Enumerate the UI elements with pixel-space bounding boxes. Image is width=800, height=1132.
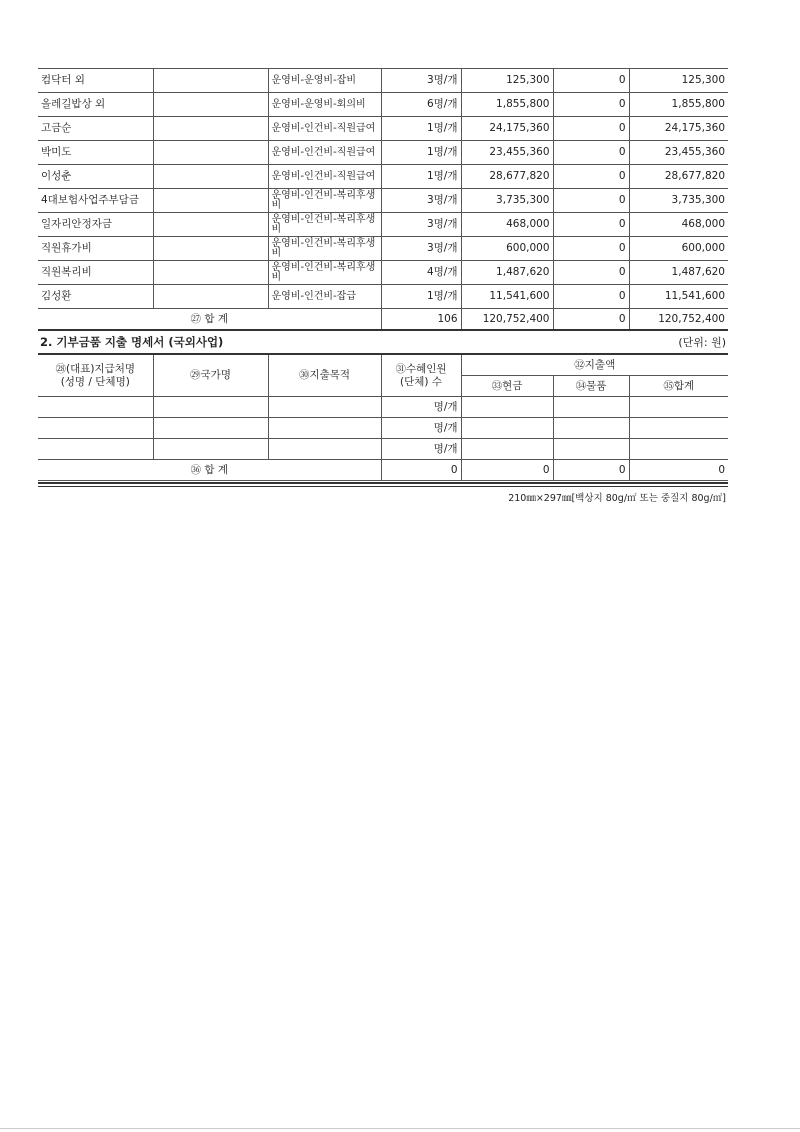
purpose-cell: 운영비-운영비-잡비 bbox=[268, 69, 381, 93]
empty-cell bbox=[629, 397, 728, 418]
goods-cell: 0 bbox=[553, 285, 629, 309]
empty-cell bbox=[153, 397, 268, 418]
overseas-total-label: ㊱ 합 계 bbox=[38, 460, 381, 481]
goods-cell: 0 bbox=[553, 165, 629, 189]
goods-cell: 0 bbox=[553, 93, 629, 117]
table-row bbox=[38, 93, 728, 117]
count-cell: 1명/개 bbox=[381, 117, 461, 141]
nation-cell bbox=[153, 93, 268, 117]
total-label: ㉗ 합 계 bbox=[38, 309, 381, 331]
total-cell: 468,000 bbox=[629, 213, 728, 237]
purpose-cell: 운영비-인건비-잡급 bbox=[268, 285, 381, 309]
empty-cell bbox=[461, 418, 553, 439]
purpose-cell: 운영비-인건비-복리후생비 bbox=[268, 189, 381, 213]
cash-cell: 23,455,360 bbox=[461, 141, 553, 165]
count-cell: 6명/개 bbox=[381, 93, 461, 117]
count-cell: 3명/개 bbox=[381, 189, 461, 213]
table-row bbox=[38, 285, 728, 309]
payee-cell: 직원복리비 bbox=[38, 261, 153, 285]
goods-cell: 0 bbox=[553, 189, 629, 213]
goods-cell: 0 bbox=[553, 213, 629, 237]
payee-cell: 고금순 bbox=[38, 117, 153, 141]
cash-cell: 1,487,620 bbox=[461, 261, 553, 285]
count-cell: 명/개 bbox=[381, 397, 461, 418]
nation-cell bbox=[153, 213, 268, 237]
total-cell: 600,000 bbox=[629, 237, 728, 261]
total-goods: 0 bbox=[553, 309, 629, 331]
table-row bbox=[38, 213, 728, 237]
overseas-total-cash: 0 bbox=[461, 460, 553, 481]
cash-cell: 24,175,360 bbox=[461, 117, 553, 141]
empty-cell bbox=[553, 397, 629, 418]
empty-cell bbox=[461, 397, 553, 418]
header-amount: ㉜지출액 bbox=[461, 354, 728, 376]
header-payee-label: ㉘(대표)지급처명 bbox=[55, 362, 136, 375]
empty-cell bbox=[553, 418, 629, 439]
empty-cell bbox=[268, 439, 381, 460]
table-row bbox=[38, 69, 728, 93]
total-count: 106 bbox=[381, 309, 461, 331]
total-sum: 120,752,400 bbox=[629, 309, 728, 331]
purpose-cell: 운영비-인건비-직원급여 bbox=[268, 117, 381, 141]
count-cell: 1명/개 bbox=[381, 285, 461, 309]
nation-cell bbox=[153, 237, 268, 261]
goods-cell: 0 bbox=[553, 117, 629, 141]
cash-cell: 11,541,600 bbox=[461, 285, 553, 309]
nation-cell bbox=[153, 69, 268, 93]
payee-cell: 김성환 bbox=[38, 285, 153, 309]
header-goods: ㉞물품 bbox=[553, 376, 629, 397]
nation-cell bbox=[153, 117, 268, 141]
payee-cell: 올레길밥상 외 bbox=[38, 93, 153, 117]
expense-rows bbox=[38, 69, 728, 309]
cash-cell: 1,855,800 bbox=[461, 93, 553, 117]
total-cell: 11,541,600 bbox=[629, 285, 728, 309]
total-cell: 1,487,620 bbox=[629, 261, 728, 285]
goods-cell: 0 bbox=[553, 141, 629, 165]
count-cell: 3명/개 bbox=[381, 69, 461, 93]
overseas-total-row bbox=[38, 460, 728, 481]
table-row bbox=[38, 418, 728, 439]
nation-cell bbox=[153, 189, 268, 213]
goods-cell: 0 bbox=[553, 69, 629, 93]
cash-cell: 125,300 bbox=[461, 69, 553, 93]
total-cell: 28,677,820 bbox=[629, 165, 728, 189]
empty-cell bbox=[629, 439, 728, 460]
table-row bbox=[38, 439, 728, 460]
purpose-cell: 운영비-인건비-복리후생비 bbox=[268, 237, 381, 261]
table-row bbox=[38, 397, 728, 418]
payee-cell: 이성춘 bbox=[38, 165, 153, 189]
cash-cell: 28,677,820 bbox=[461, 165, 553, 189]
table-row bbox=[38, 261, 728, 285]
header-row bbox=[38, 354, 728, 376]
total-cell: 1,855,800 bbox=[629, 93, 728, 117]
empty-cell bbox=[38, 439, 153, 460]
header-nation: ㉙국가명 bbox=[153, 354, 268, 397]
total-cell: 23,455,360 bbox=[629, 141, 728, 165]
count-cell: 3명/개 bbox=[381, 213, 461, 237]
purpose-cell: 운영비-인건비-직원급여 bbox=[268, 165, 381, 189]
header-cash: ㉝현금 bbox=[461, 376, 553, 397]
count-cell: 명/개 bbox=[381, 418, 461, 439]
total-cash: 120,752,400 bbox=[461, 309, 553, 331]
header-payee bbox=[38, 354, 153, 397]
empty-cell bbox=[153, 439, 268, 460]
section2-title: 2. 기부금품 지출 명세서 (국외사업) bbox=[40, 335, 224, 349]
total-cell: 125,300 bbox=[629, 69, 728, 93]
purpose-cell: 운영비-운영비-회의비 bbox=[268, 93, 381, 117]
overseas-expense-table bbox=[38, 353, 728, 481]
header-count-sublabel: (단체) 수 bbox=[400, 375, 442, 388]
overseas-total-sum: 0 bbox=[629, 460, 728, 481]
cash-cell: 468,000 bbox=[461, 213, 553, 237]
table-row bbox=[38, 141, 728, 165]
empty-cell bbox=[629, 418, 728, 439]
count-cell: 4명/개 bbox=[381, 261, 461, 285]
section2-unit: (단위: 원) bbox=[678, 336, 726, 349]
domestic-expense-table bbox=[38, 68, 728, 331]
cash-cell: 3,735,300 bbox=[461, 189, 553, 213]
count-cell: 1명/개 bbox=[381, 141, 461, 165]
table-row bbox=[38, 237, 728, 261]
empty-cell bbox=[268, 397, 381, 418]
table-row bbox=[38, 189, 728, 213]
overseas-total-goods: 0 bbox=[553, 460, 629, 481]
page-edge-line bbox=[0, 1128, 800, 1129]
nation-cell bbox=[153, 261, 268, 285]
goods-cell: 0 bbox=[553, 261, 629, 285]
paper-spec-note: 210㎜×297㎜[백상지 80g/㎡ 또는 중질지 80g/㎡] bbox=[508, 493, 726, 504]
cash-cell: 600,000 bbox=[461, 237, 553, 261]
empty-cell bbox=[153, 418, 268, 439]
goods-cell: 0 bbox=[553, 237, 629, 261]
total-cell: 3,735,300 bbox=[629, 189, 728, 213]
header-total: ㉟합계 bbox=[629, 376, 728, 397]
empty-cell bbox=[268, 418, 381, 439]
total-cell: 24,175,360 bbox=[629, 117, 728, 141]
payee-cell: 일자리안정자금 bbox=[38, 213, 153, 237]
header-payee-sublabel: (성명 / 단체명) bbox=[60, 375, 130, 388]
table-row bbox=[38, 117, 728, 141]
count-cell: 명/개 bbox=[381, 439, 461, 460]
empty-cell bbox=[38, 418, 153, 439]
payee-cell: 4대보험사업주부담금 bbox=[38, 189, 153, 213]
payee-cell: 직원휴가비 bbox=[38, 237, 153, 261]
count-cell: 1명/개 bbox=[381, 165, 461, 189]
header-purpose: ㉚지출목적 bbox=[268, 354, 381, 397]
overseas-rows bbox=[38, 397, 728, 460]
header-count-label: ㉛수혜인원 bbox=[395, 362, 447, 375]
purpose-cell: 운영비-인건비-복리후생비 bbox=[268, 261, 381, 285]
purpose-cell: 운영비-인건비-복리후생비 bbox=[268, 213, 381, 237]
payee-cell: 박미도 bbox=[38, 141, 153, 165]
purpose-cell: 운영비-인건비-직원급여 bbox=[268, 141, 381, 165]
count-cell: 3명/개 bbox=[381, 237, 461, 261]
overseas-total-count: 0 bbox=[381, 460, 461, 481]
empty-cell bbox=[38, 397, 153, 418]
nation-cell bbox=[153, 285, 268, 309]
total-row bbox=[38, 309, 728, 331]
payee-cell: 컴닥터 외 bbox=[38, 69, 153, 93]
table-row bbox=[38, 165, 728, 189]
empty-cell bbox=[461, 439, 553, 460]
nation-cell bbox=[153, 165, 268, 189]
header-count bbox=[381, 354, 461, 397]
nation-cell bbox=[153, 141, 268, 165]
table-bottom-rule bbox=[38, 482, 728, 487]
empty-cell bbox=[553, 439, 629, 460]
